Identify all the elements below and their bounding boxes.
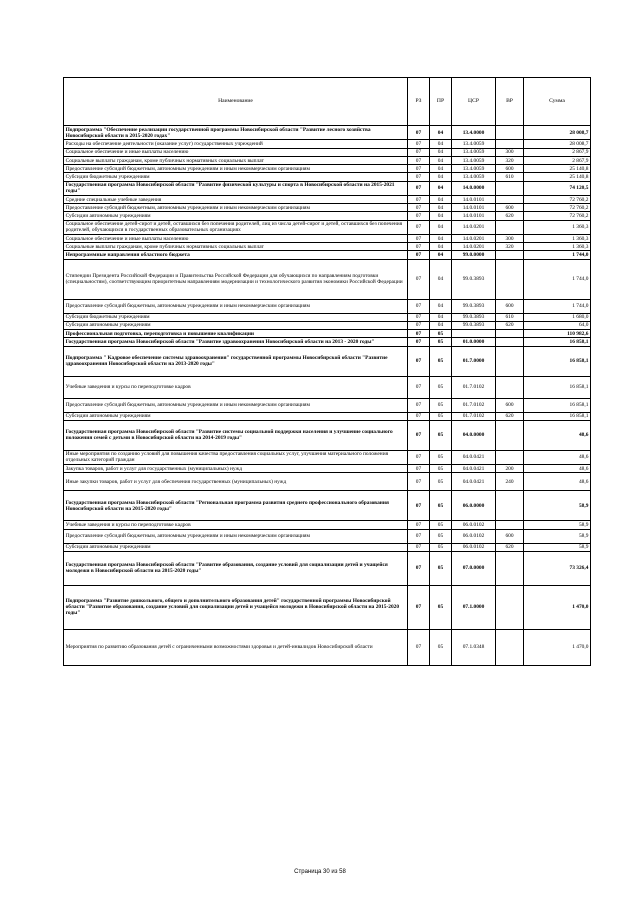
row-name-cell: Предоставление субсидий бюджетным, автономным учреждениям и иным некоммерческим организациям xyxy=(64,529,408,543)
row-rz-cell: 07 xyxy=(408,195,430,203)
row-csr-cell: 07.1.0000 xyxy=(452,585,496,629)
row-pr-cell: 04 xyxy=(430,204,452,212)
row-rz-cell: 07 xyxy=(408,398,430,412)
row-rz-cell: 07 xyxy=(408,420,430,450)
row-sum-cell: 1 360,3 xyxy=(524,220,591,234)
row-pr-cell: 04 xyxy=(430,181,452,195)
table-row xyxy=(64,551,591,585)
table-row xyxy=(64,420,591,450)
table-row xyxy=(64,521,591,529)
row-sum-cell: 1 360,3 xyxy=(524,243,591,251)
row-name-cell: Социальные выплаты гражданам, кроме публичных нормативных социальных выплат xyxy=(64,243,408,251)
row-pr-cell: 04 xyxy=(430,313,452,321)
row-rz-cell: 07 xyxy=(408,126,430,140)
table-row xyxy=(64,259,591,299)
row-name-cell: Иные мероприятия по созданию условий для повышения качества предоставления социальных услуг, улучшения материального положения отдельных категорий граждан xyxy=(64,450,408,464)
row-sum-cell: 72 760,2 xyxy=(524,195,591,203)
table-row xyxy=(64,465,591,473)
row-csr-cell: 13.4.0059 xyxy=(452,173,496,181)
row-name-cell: Учебные заведения и курсы по переподготовке кадров xyxy=(64,521,408,529)
row-csr-cell: 13.4.0059 xyxy=(452,140,496,148)
row-name-cell: Непрограммные направления областного бюджета xyxy=(64,251,408,259)
row-csr-cell: 07.0.0000 xyxy=(452,551,496,585)
row-name-cell: Социальное обеспечение и иные выплаты населению xyxy=(64,148,408,156)
row-pr-cell: 04 xyxy=(430,234,452,242)
row-sum-cell: 16 858,1 xyxy=(524,376,591,398)
table-row xyxy=(64,148,591,156)
row-rz-cell: 07 xyxy=(408,330,430,338)
row-csr-cell: 01.7.0102 xyxy=(452,412,496,420)
row-name-cell: Предоставление субсидий бюджетным, автономным учреждениям и иным некоммерческим организациям xyxy=(64,165,408,173)
row-rz-cell: 07 xyxy=(408,299,430,313)
header-csr: ЦСР xyxy=(452,78,496,126)
row-rz-cell: 07 xyxy=(408,346,430,376)
row-rz-cell: 07 xyxy=(408,173,430,181)
row-rz-cell: 07 xyxy=(408,148,430,156)
row-pr-cell: 04 xyxy=(430,212,452,220)
row-csr-cell: 14.0.0201 xyxy=(452,220,496,234)
row-rz-cell: 07 xyxy=(408,259,430,299)
row-pr-cell: 04 xyxy=(430,321,452,329)
row-name-cell: Средние специальные учебные заведения xyxy=(64,195,408,203)
table-row xyxy=(64,543,591,551)
row-pr-cell: 05 xyxy=(430,420,452,450)
row-rz-cell: 07 xyxy=(408,212,430,220)
row-rz-cell: 07 xyxy=(408,465,430,473)
row-vr-cell xyxy=(496,259,524,299)
row-name-cell: Субсидии автономным учреждениям xyxy=(64,412,408,420)
row-sum-cell: 1 744,0 xyxy=(524,259,591,299)
row-vr-cell: 610 xyxy=(496,313,524,321)
row-sum-cell: 28 008,7 xyxy=(524,140,591,148)
row-name-cell: Расходы на обеспечение деятельности (оказание услуг) государственных учреждений xyxy=(64,140,408,148)
row-vr-cell: 620 xyxy=(496,412,524,420)
row-pr-cell: 05 xyxy=(430,412,452,420)
row-pr-cell: 04 xyxy=(430,126,452,140)
row-rz-cell: 07 xyxy=(408,338,430,346)
row-csr-cell: 99.0.3893 xyxy=(452,299,496,313)
row-pr-cell: 05 xyxy=(430,398,452,412)
row-name-cell: Субсидии автономным учреждениям xyxy=(64,212,408,220)
row-pr-cell: 05 xyxy=(430,521,452,529)
row-rz-cell: 07 xyxy=(408,521,430,529)
row-vr-cell xyxy=(496,551,524,585)
table-row xyxy=(64,529,591,543)
row-sum-cell: 1 360,3 xyxy=(524,234,591,242)
table-row xyxy=(64,398,591,412)
row-pr-cell: 05 xyxy=(430,376,452,398)
budget-table xyxy=(63,77,591,666)
row-vr-cell: 600 xyxy=(496,529,524,543)
row-pr-cell: 05 xyxy=(430,491,452,521)
row-sum-cell: 1 470,0 xyxy=(524,629,591,665)
row-name-cell: Учебные заведения и курсы по переподготовке кадров xyxy=(64,376,408,398)
row-pr-cell: 04 xyxy=(430,243,452,251)
row-vr-cell xyxy=(496,420,524,450)
row-pr-cell: 05 xyxy=(430,529,452,543)
row-pr-cell: 04 xyxy=(430,299,452,313)
row-csr-cell: 04.0.0000 xyxy=(452,420,496,450)
row-pr-cell: 04 xyxy=(430,165,452,173)
row-rz-cell: 07 xyxy=(408,491,430,521)
row-rz-cell: 07 xyxy=(408,321,430,329)
row-rz-cell: 07 xyxy=(408,529,430,543)
row-name-cell: Подпрограмма "Обеспечение реализации государственной программы Новосибирской области "Развитие лесного хозяйства Новосибирской области в 2015-2020 годах" xyxy=(64,126,408,140)
row-sum-cell: 58,9 xyxy=(524,491,591,521)
row-vr-cell: 600 xyxy=(496,204,524,212)
row-csr-cell: 13.4.0000 xyxy=(452,126,496,140)
row-vr-cell: 300 xyxy=(496,234,524,242)
row-csr-cell: 14.0.0000 xyxy=(452,181,496,195)
table-row xyxy=(64,234,591,242)
row-vr-cell: 610 xyxy=(496,173,524,181)
row-vr-cell xyxy=(496,521,524,529)
table-row xyxy=(64,156,591,164)
table-row xyxy=(64,243,591,251)
row-vr-cell: 620 xyxy=(496,212,524,220)
row-csr-cell: 99.0.3893 xyxy=(452,321,496,329)
header-rz: РЗ xyxy=(408,78,430,126)
row-name-cell: Государственная программа Новосибирской области "Развитие системы социальной поддержки населения и улучшение социального положения семей с детьми в Новосибирской области на 2014-2019 годы" xyxy=(64,420,408,450)
page-number: Страница 30 из 58 xyxy=(294,869,346,875)
row-sum-cell: 48,6 xyxy=(524,473,591,491)
row-pr-cell: 05 xyxy=(430,629,452,665)
row-pr-cell: 04 xyxy=(430,173,452,181)
row-sum-cell: 73 326,4 xyxy=(524,551,591,585)
row-name-cell: Социальные выплаты гражданам, кроме публичных нормативных социальных выплат xyxy=(64,156,408,164)
row-sum-cell: 110 982,6 xyxy=(524,330,591,338)
row-csr-cell: 14.0.0101 xyxy=(452,212,496,220)
table-row xyxy=(64,346,591,376)
header-vr: ВР xyxy=(496,78,524,126)
row-rz-cell: 07 xyxy=(408,376,430,398)
row-vr-cell xyxy=(496,220,524,234)
row-sum-cell: 58,9 xyxy=(524,543,591,551)
row-pr-cell: 05 xyxy=(430,346,452,376)
row-rz-cell: 07 xyxy=(408,204,430,212)
row-sum-cell: 1 680,0 xyxy=(524,313,591,321)
row-vr-cell: 320 xyxy=(496,156,524,164)
row-sum-cell: 48,6 xyxy=(524,465,591,473)
row-vr-cell: 600 xyxy=(496,398,524,412)
row-sum-cell: 64,0 xyxy=(524,321,591,329)
row-vr-cell xyxy=(496,585,524,629)
row-name-cell: Субсидии автономным учреждениям xyxy=(64,321,408,329)
table-row xyxy=(64,195,591,203)
row-name-cell: Предоставление субсидий бюджетным, автономным учреждениям и иным некоммерческим организациям xyxy=(64,398,408,412)
table-row xyxy=(64,173,591,181)
row-name-cell: Предоставление субсидий бюджетным, автономным учреждениям и иным некоммерческим организациям xyxy=(64,204,408,212)
row-name-cell: Субсидии бюджетным учреждениям xyxy=(64,173,408,181)
row-sum-cell: 58,9 xyxy=(524,529,591,543)
row-rz-cell: 07 xyxy=(408,243,430,251)
row-sum-cell: 74 120,5 xyxy=(524,181,591,195)
row-vr-cell xyxy=(496,181,524,195)
row-sum-cell: 2 867,9 xyxy=(524,156,591,164)
row-rz-cell: 07 xyxy=(408,450,430,464)
row-vr-cell: 620 xyxy=(496,543,524,551)
table-row xyxy=(64,126,591,140)
row-rz-cell: 07 xyxy=(408,629,430,665)
table-row xyxy=(64,412,591,420)
row-csr-cell: 01.7.0000 xyxy=(452,346,496,376)
row-csr-cell: 07.1.0348 xyxy=(452,629,496,665)
row-vr-cell xyxy=(496,140,524,148)
row-csr-cell: 13.4.0059 xyxy=(452,165,496,173)
row-name-cell: Государственная программа Новосибирской области "Развитие здравоохранения Новосибирской области на 2013 - 2020 годы" xyxy=(64,338,408,346)
row-rz-cell: 07 xyxy=(408,585,430,629)
row-vr-cell xyxy=(496,251,524,259)
row-name-cell: Предоставление субсидий бюджетным, автономным учреждениям и иным некоммерческим организациям xyxy=(64,299,408,313)
row-csr-cell: 99.0.3893 xyxy=(452,259,496,299)
row-name-cell: Мероприятия по развитию образования детей с ограниченными возможностями здоровья и детей-инвалидов Новосибирской области xyxy=(64,629,408,665)
row-vr-cell xyxy=(496,346,524,376)
table-row xyxy=(64,330,591,338)
row-vr-cell: 320 xyxy=(496,243,524,251)
row-rz-cell: 07 xyxy=(408,473,430,491)
table-row xyxy=(64,450,591,464)
table-row xyxy=(64,212,591,220)
row-rz-cell: 07 xyxy=(408,551,430,585)
row-pr-cell: 05 xyxy=(430,551,452,585)
row-pr-cell: 04 xyxy=(430,251,452,259)
row-name-cell: Субсидии бюджетным учреждениям xyxy=(64,313,408,321)
row-rz-cell: 07 xyxy=(408,313,430,321)
row-csr-cell: 06.0.0000 xyxy=(452,491,496,521)
row-vr-cell: 600 xyxy=(496,299,524,313)
row-pr-cell: 04 xyxy=(430,195,452,203)
row-sum-cell: 28 008,7 xyxy=(524,126,591,140)
row-csr-cell: 14.0.0101 xyxy=(452,195,496,203)
row-csr-cell: 99.0.3893 xyxy=(452,313,496,321)
row-vr-cell: 240 xyxy=(496,473,524,491)
row-sum-cell: 1 744,0 xyxy=(524,299,591,313)
row-sum-cell: 2 867,9 xyxy=(524,148,591,156)
row-csr-cell: 06.0.0102 xyxy=(452,529,496,543)
row-sum-cell: 25 140,8 xyxy=(524,173,591,181)
header-pr: ПР xyxy=(430,78,452,126)
row-vr-cell: 200 xyxy=(496,465,524,473)
row-sum-cell: 48,6 xyxy=(524,450,591,464)
row-pr-cell: 05 xyxy=(430,465,452,473)
row-sum-cell: 16 858,1 xyxy=(524,346,591,376)
table-row xyxy=(64,299,591,313)
row-vr-cell xyxy=(496,629,524,665)
row-rz-cell: 07 xyxy=(408,412,430,420)
row-name-cell: Государственная программа Новосибирской области "Развитие образования, создание условий для социализации детей и учащейся молодежи в Новосибирской области на 2015-2020 годы" xyxy=(64,551,408,585)
row-sum-cell: 48,6 xyxy=(524,420,591,450)
row-pr-cell: 04 xyxy=(430,220,452,234)
row-rz-cell: 07 xyxy=(408,220,430,234)
row-sum-cell: 58,9 xyxy=(524,521,591,529)
row-csr-cell: 99.0.0000 xyxy=(452,251,496,259)
table-row xyxy=(64,473,591,491)
row-name-cell: Субсидии автономным учреждениям xyxy=(64,543,408,551)
row-pr-cell: 05 xyxy=(430,585,452,629)
row-csr-cell: 01.7.0102 xyxy=(452,398,496,412)
table-header-row xyxy=(64,78,591,126)
row-vr-cell: 300 xyxy=(496,148,524,156)
row-vr-cell xyxy=(496,491,524,521)
table-row xyxy=(64,629,591,665)
row-rz-cell: 07 xyxy=(408,140,430,148)
table-row xyxy=(64,165,591,173)
row-name-cell: Стипендии Президента Российской Федерации и Правительства Российской Федерации для обучающихся по направлениям подготовки (специальностям), соответствующим приоритетным направлениям модернизации и технологического развития экономики Российской Федерации xyxy=(64,259,408,299)
row-csr-cell: 04.0.0421 xyxy=(452,473,496,491)
table-row xyxy=(64,204,591,212)
row-sum-cell: 16 858,1 xyxy=(524,338,591,346)
row-rz-cell: 07 xyxy=(408,251,430,259)
row-vr-cell: 620 xyxy=(496,321,524,329)
row-csr-cell: 14.0.0201 xyxy=(452,234,496,242)
row-sum-cell: 16 858,1 xyxy=(524,398,591,412)
row-name-cell: Подпрограмма "Развитие дошкольного, общего и дополнительного образования детей" государственной программы Новосибирской области "Развитие образования, создание условий для социализации детей и учащейся молодежи в Новосибирской области на 2015-2020 годы" xyxy=(64,585,408,629)
row-name-cell: Социальное обеспечение детей-сирот и детей, оставшихся без попечения родителей, лиц из числа детей-сирот и детей, оставшихся без попечения родителей, обучающихся в государственных образовательных организациях xyxy=(64,220,408,234)
row-name-cell: Государственная программа Новосибирской области "Региональная программа развития среднего профессионального образования Новосибирской области на 2015-2020 годы" xyxy=(64,491,408,521)
row-pr-cell: 05 xyxy=(430,330,452,338)
row-rz-cell: 07 xyxy=(408,543,430,551)
row-csr-cell: 01.7.0102 xyxy=(452,376,496,398)
row-vr-cell xyxy=(496,338,524,346)
row-csr-cell: 14.0.0201 xyxy=(452,243,496,251)
row-pr-cell: 04 xyxy=(430,156,452,164)
table-row xyxy=(64,181,591,195)
row-pr-cell: 05 xyxy=(430,450,452,464)
row-sum-cell: 1 470,0 xyxy=(524,585,591,629)
table-row xyxy=(64,313,591,321)
row-name-cell: Государственная программа Новосибирской области "Развитие физической культуры и спорта в Новосибирской области на 2015-2021 годы" xyxy=(64,181,408,195)
row-csr-cell: 13.4.0059 xyxy=(452,156,496,164)
row-rz-cell: 07 xyxy=(408,156,430,164)
table-row xyxy=(64,585,591,629)
row-vr-cell xyxy=(496,450,524,464)
table-row xyxy=(64,491,591,521)
row-pr-cell: 05 xyxy=(430,543,452,551)
row-csr-cell: 04.0.0421 xyxy=(452,450,496,464)
table-row xyxy=(64,321,591,329)
row-name-cell: Профессиональная подготовка, переподготовка и повышение квалификации xyxy=(64,330,408,338)
table-row xyxy=(64,220,591,234)
header-name: Наименование xyxy=(64,78,408,126)
table-row xyxy=(64,251,591,259)
row-vr-cell: 600 xyxy=(496,165,524,173)
row-sum-cell: 72 760,2 xyxy=(524,212,591,220)
row-pr-cell: 05 xyxy=(430,473,452,491)
row-csr-cell: 04.0.0421 xyxy=(452,465,496,473)
row-csr-cell: 01.0.0000 xyxy=(452,338,496,346)
header-sum: Сумма xyxy=(524,78,591,126)
row-name-cell: Иные закупки товаров, работ и услуг для обеспечения государственных (муниципальных) нужд xyxy=(64,473,408,491)
table-row xyxy=(64,338,591,346)
row-csr-cell: 06.0.0102 xyxy=(452,521,496,529)
row-csr-cell: 14.0.0101 xyxy=(452,204,496,212)
row-name-cell: Социальное обеспечение и иные выплаты населению xyxy=(64,234,408,242)
table-row xyxy=(64,376,591,398)
row-vr-cell xyxy=(496,330,524,338)
row-rz-cell: 07 xyxy=(408,234,430,242)
row-pr-cell: 05 xyxy=(430,338,452,346)
row-csr-cell xyxy=(452,330,496,338)
row-rz-cell: 07 xyxy=(408,181,430,195)
row-vr-cell xyxy=(496,376,524,398)
table-row xyxy=(64,140,591,148)
row-pr-cell: 04 xyxy=(430,140,452,148)
row-pr-cell: 04 xyxy=(430,259,452,299)
row-vr-cell xyxy=(496,195,524,203)
row-rz-cell: 07 xyxy=(408,165,430,173)
row-csr-cell: 06.0.0102 xyxy=(452,543,496,551)
row-name-cell: Закупка товаров, работ и услуг для государственных (муниципальных) нужд xyxy=(64,465,408,473)
row-vr-cell xyxy=(496,126,524,140)
row-name-cell: Подпрограмма " Кадровое обеспечение системы здравоохранения" государственной программы Новосибирской области "Развитие здравоохранения Новосибирской области на 2013-2020 годы" xyxy=(64,346,408,376)
row-pr-cell: 04 xyxy=(430,148,452,156)
row-sum-cell: 72 760,2 xyxy=(524,204,591,212)
row-sum-cell: 25 140,8 xyxy=(524,165,591,173)
row-sum-cell: 1 744,0 xyxy=(524,251,591,259)
row-sum-cell: 16 858,1 xyxy=(524,412,591,420)
row-csr-cell: 13.4.0059 xyxy=(452,148,496,156)
